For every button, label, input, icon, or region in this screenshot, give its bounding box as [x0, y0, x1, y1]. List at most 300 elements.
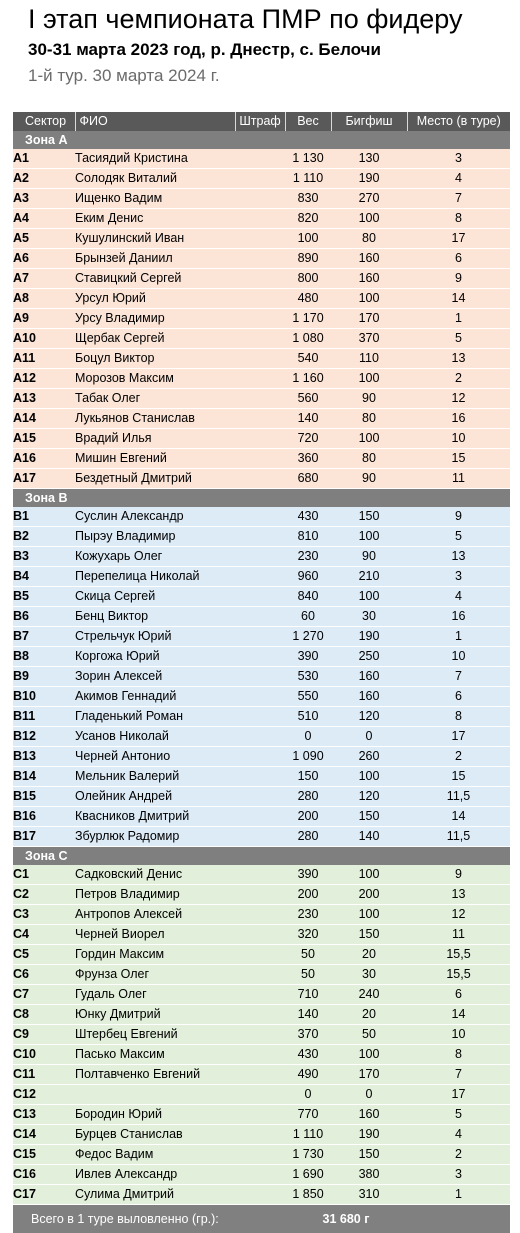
weight-cell: 370 [285, 1025, 331, 1045]
table-row [13, 905, 510, 925]
penalty-cell [235, 1065, 285, 1085]
penalty-cell [235, 449, 285, 469]
place-cell: 12 [407, 389, 510, 409]
table-row [13, 1105, 510, 1125]
penalty-cell [235, 169, 285, 189]
bigfish-cell: 130 [331, 149, 407, 169]
penalty-cell [235, 409, 285, 429]
weight-cell: 100 [285, 229, 331, 249]
weight-cell: 550 [285, 687, 331, 707]
table-header-row [13, 112, 510, 131]
fio-cell: Пырэу Владимир [75, 527, 235, 547]
fio-cell: Садковский Денис [75, 865, 235, 885]
place-cell: 7 [407, 1065, 510, 1085]
zone-name: Зона В [13, 489, 510, 508]
table-row [13, 1005, 510, 1025]
place-cell: 13 [407, 547, 510, 567]
sector-cell: C17 [13, 1185, 75, 1205]
bigfish-cell: 250 [331, 647, 407, 667]
penalty-cell [235, 507, 285, 527]
weight-cell: 680 [285, 469, 331, 489]
penalty-cell [235, 249, 285, 269]
place-cell: 14 [407, 1005, 510, 1025]
total-value: 31 680 г [285, 1205, 407, 1233]
sector-cell: B15 [13, 787, 75, 807]
sector-cell: A12 [13, 369, 75, 389]
sector-cell: C6 [13, 965, 75, 985]
fio-cell: Табак Олег [75, 389, 235, 409]
penalty-cell [235, 905, 285, 925]
bigfish-cell: 90 [331, 389, 407, 409]
penalty-cell [235, 827, 285, 847]
bigfish-cell: 100 [331, 767, 407, 787]
sector-cell: A1 [13, 149, 75, 169]
place-cell: 16 [407, 409, 510, 429]
weight-cell: 1 110 [285, 1125, 331, 1145]
penalty-cell [235, 807, 285, 827]
fio-cell: Усанов Николай [75, 727, 235, 747]
bigfish-cell: 80 [331, 409, 407, 429]
sector-cell: C10 [13, 1045, 75, 1065]
fio-cell: Мишин Евгений [75, 449, 235, 469]
zone-header-row [13, 847, 510, 866]
table-body [13, 131, 510, 1205]
penalty-cell [235, 865, 285, 885]
place-cell: 14 [407, 807, 510, 827]
place-cell: 7 [407, 189, 510, 209]
penalty-cell [235, 1005, 285, 1025]
sector-cell: A7 [13, 269, 75, 289]
place-cell: 11,5 [407, 827, 510, 847]
fio-cell: Скица Сергей [75, 587, 235, 607]
table-row [13, 429, 510, 449]
place-cell: 9 [407, 269, 510, 289]
bigfish-cell: 240 [331, 985, 407, 1005]
bigfish-cell: 30 [331, 965, 407, 985]
penalty-cell [235, 329, 285, 349]
bigfish-cell: 100 [331, 369, 407, 389]
table-row [13, 1185, 510, 1205]
penalty-cell [235, 429, 285, 449]
sector-cell: B17 [13, 827, 75, 847]
table-row [13, 747, 510, 767]
fio-cell: Антропов Алексей [75, 905, 235, 925]
place-cell: 3 [407, 567, 510, 587]
bigfish-cell: 150 [331, 807, 407, 827]
fio-cell: Перепелица Николай [75, 567, 235, 587]
table-row [13, 1125, 510, 1145]
weight-cell: 50 [285, 945, 331, 965]
place-cell: 2 [407, 1145, 510, 1165]
total-label: Всего в 1 туре выловленно (гр.): [13, 1205, 285, 1233]
weight-cell: 390 [285, 647, 331, 667]
fio-cell: Урсул Юрий [75, 289, 235, 309]
penalty-cell [235, 945, 285, 965]
fio-cell: Гудаль Олег [75, 985, 235, 1005]
place-cell: 4 [407, 1125, 510, 1145]
bigfish-cell: 100 [331, 429, 407, 449]
penalty-cell [235, 309, 285, 329]
page-title: I этап чемпионата ПМР по фидеру [28, 2, 520, 36]
bigfish-cell: 100 [331, 865, 407, 885]
penalty-cell [235, 389, 285, 409]
sector-cell: B7 [13, 627, 75, 647]
place-cell: 6 [407, 985, 510, 1005]
weight-cell: 430 [285, 507, 331, 527]
table-row [13, 965, 510, 985]
place-cell: 16 [407, 607, 510, 627]
fio-cell: Юнку Дмитрий [75, 1005, 235, 1025]
table-row [13, 1165, 510, 1185]
fio-cell: Кожухарь Олег [75, 547, 235, 567]
fio-cell: Ставицкий Сергей [75, 269, 235, 289]
place-cell: 1 [407, 309, 510, 329]
bigfish-cell: 100 [331, 905, 407, 925]
place-cell: 10 [407, 1025, 510, 1045]
penalty-cell [235, 269, 285, 289]
bigfish-cell: 120 [331, 707, 407, 727]
sector-cell: B11 [13, 707, 75, 727]
weight-cell: 840 [285, 587, 331, 607]
fio-cell: Олейник Андрей [75, 787, 235, 807]
penalty-cell [235, 469, 285, 489]
bigfish-cell: 120 [331, 787, 407, 807]
fio-cell: Лукьянов Станислав [75, 409, 235, 429]
penalty-cell [235, 1165, 285, 1185]
bigfish-cell: 150 [331, 507, 407, 527]
table-row [13, 587, 510, 607]
penalty-cell [235, 985, 285, 1005]
table-row [13, 1145, 510, 1165]
weight-cell: 200 [285, 807, 331, 827]
table-row [13, 1085, 510, 1105]
weight-cell: 200 [285, 885, 331, 905]
table-row [13, 727, 510, 747]
column-header-place: Место (в туре) [407, 112, 510, 131]
table-row [13, 149, 510, 169]
table-row [13, 269, 510, 289]
fio-cell: Бурцев Станислав [75, 1125, 235, 1145]
bigfish-cell: 380 [331, 1165, 407, 1185]
place-cell: 12 [407, 905, 510, 925]
penalty-cell [235, 647, 285, 667]
penalty-cell [235, 747, 285, 767]
penalty-cell [235, 627, 285, 647]
fio-cell: Зорин Алексей [75, 667, 235, 687]
sector-cell: B2 [13, 527, 75, 547]
penalty-cell [235, 1025, 285, 1045]
fio-cell: Боцул Виктор [75, 349, 235, 369]
sector-cell: C12 [13, 1085, 75, 1105]
penalty-cell [235, 527, 285, 547]
weight-cell: 1 130 [285, 149, 331, 169]
weight-cell: 0 [285, 1085, 331, 1105]
weight-cell: 1 080 [285, 329, 331, 349]
penalty-cell [235, 209, 285, 229]
bigfish-cell: 370 [331, 329, 407, 349]
place-cell: 15 [407, 449, 510, 469]
place-cell: 11,5 [407, 787, 510, 807]
weight-cell: 140 [285, 1005, 331, 1025]
weight-cell: 1 110 [285, 169, 331, 189]
bigfish-cell: 170 [331, 1065, 407, 1085]
table-row [13, 189, 510, 209]
bigfish-cell: 80 [331, 449, 407, 469]
fio-cell: Мельник Валерий [75, 767, 235, 787]
page-header [0, 0, 520, 88]
bigfish-cell: 160 [331, 269, 407, 289]
place-cell: 17 [407, 229, 510, 249]
fio-cell: Тасиядий Кристина [75, 149, 235, 169]
place-cell: 5 [407, 329, 510, 349]
column-header-weight: Вес [285, 112, 331, 131]
weight-cell: 800 [285, 269, 331, 289]
table-row [13, 687, 510, 707]
place-cell: 11 [407, 925, 510, 945]
results-table [13, 112, 510, 1233]
table-row [13, 469, 510, 489]
zone-header-row [13, 489, 510, 508]
table-row [13, 527, 510, 547]
round-date: 1-й тур. 30 марта 2024 г. [28, 64, 520, 88]
bigfish-cell: 0 [331, 727, 407, 747]
fio-cell: Акимов Геннадий [75, 687, 235, 707]
table-row [13, 309, 510, 329]
penalty-cell [235, 229, 285, 249]
table-row [13, 885, 510, 905]
sector-cell: B3 [13, 547, 75, 567]
sector-cell: B13 [13, 747, 75, 767]
weight-cell: 540 [285, 349, 331, 369]
fio-cell: Гордин Максим [75, 945, 235, 965]
table-row [13, 567, 510, 587]
weight-cell: 390 [285, 865, 331, 885]
weight-cell: 1 690 [285, 1165, 331, 1185]
sector-cell: C9 [13, 1025, 75, 1045]
penalty-cell [235, 1185, 285, 1205]
place-cell: 5 [407, 1105, 510, 1125]
fio-cell: Стрельчук Юрий [75, 627, 235, 647]
bigfish-cell: 310 [331, 1185, 407, 1205]
bigfish-cell: 20 [331, 945, 407, 965]
place-cell: 3 [407, 149, 510, 169]
weight-cell: 480 [285, 289, 331, 309]
table-row [13, 389, 510, 409]
fio-cell: Сулима Дмитрий [75, 1185, 235, 1205]
sector-cell: A15 [13, 429, 75, 449]
sector-cell: C15 [13, 1145, 75, 1165]
table-row [13, 329, 510, 349]
penalty-cell [235, 1145, 285, 1165]
penalty-cell [235, 727, 285, 747]
place-cell: 15,5 [407, 965, 510, 985]
bigfish-cell: 260 [331, 747, 407, 767]
weight-cell: 1 270 [285, 627, 331, 647]
sector-cell: C14 [13, 1125, 75, 1145]
place-cell: 15,5 [407, 945, 510, 965]
sector-cell: A9 [13, 309, 75, 329]
place-cell: 2 [407, 747, 510, 767]
place-cell: 14 [407, 289, 510, 309]
place-cell: 15 [407, 767, 510, 787]
penalty-cell [235, 607, 285, 627]
bigfish-cell: 150 [331, 1145, 407, 1165]
fio-cell: Пасько Максим [75, 1045, 235, 1065]
bigfish-cell: 160 [331, 249, 407, 269]
weight-cell: 50 [285, 965, 331, 985]
place-cell: 6 [407, 249, 510, 269]
fio-cell: Квасников Дмитрий [75, 807, 235, 827]
bigfish-cell: 160 [331, 687, 407, 707]
fio-cell: Урсу Владимир [75, 309, 235, 329]
fio-cell: Брынзей Даниил [75, 249, 235, 269]
place-cell: 4 [407, 587, 510, 607]
table-row [13, 1025, 510, 1045]
penalty-cell [235, 687, 285, 707]
place-cell: 13 [407, 349, 510, 369]
sector-cell: B6 [13, 607, 75, 627]
table-row [13, 409, 510, 429]
penalty-cell [235, 189, 285, 209]
weight-cell: 430 [285, 1045, 331, 1065]
column-header-bigfish: Бигфиш [331, 112, 407, 131]
bigfish-cell: 90 [331, 469, 407, 489]
weight-cell: 890 [285, 249, 331, 269]
place-cell: 13 [407, 885, 510, 905]
bigfish-cell: 90 [331, 547, 407, 567]
penalty-cell [235, 667, 285, 687]
sector-cell: A6 [13, 249, 75, 269]
weight-cell: 720 [285, 429, 331, 449]
sector-cell: C13 [13, 1105, 75, 1125]
place-cell: 8 [407, 707, 510, 727]
penalty-cell [235, 289, 285, 309]
place-cell: 8 [407, 209, 510, 229]
table-row [13, 925, 510, 945]
penalty-cell [235, 707, 285, 727]
column-header-fio: ФИО [75, 112, 235, 131]
sector-cell: C16 [13, 1165, 75, 1185]
fio-cell: Ивлев Александр [75, 1165, 235, 1185]
penalty-cell [235, 1085, 285, 1105]
penalty-cell [235, 547, 285, 567]
penalty-cell [235, 1105, 285, 1125]
penalty-cell [235, 567, 285, 587]
total-spacer [407, 1205, 510, 1233]
bigfish-cell: 100 [331, 527, 407, 547]
weight-cell: 560 [285, 389, 331, 409]
weight-cell: 960 [285, 567, 331, 587]
sector-cell: C4 [13, 925, 75, 945]
sector-cell: A17 [13, 469, 75, 489]
fio-cell: Фрунза Олег [75, 965, 235, 985]
sector-cell: C8 [13, 1005, 75, 1025]
place-cell: 5 [407, 527, 510, 547]
weight-cell: 490 [285, 1065, 331, 1085]
weight-cell: 150 [285, 767, 331, 787]
bigfish-cell: 200 [331, 885, 407, 905]
table-row [13, 945, 510, 965]
bigfish-cell: 140 [331, 827, 407, 847]
sector-cell: B8 [13, 647, 75, 667]
table-row [13, 807, 510, 827]
table-row [13, 169, 510, 189]
column-header-penalty: Штраф [235, 112, 285, 131]
table-row [13, 607, 510, 627]
sector-cell: A13 [13, 389, 75, 409]
bigfish-cell: 210 [331, 567, 407, 587]
fio-cell: Бородин Юрий [75, 1105, 235, 1125]
weight-cell: 230 [285, 905, 331, 925]
place-cell: 7 [407, 667, 510, 687]
bigfish-cell: 50 [331, 1025, 407, 1045]
place-cell: 11 [407, 469, 510, 489]
bigfish-cell: 100 [331, 1045, 407, 1065]
bigfish-cell: 160 [331, 667, 407, 687]
bigfish-cell: 160 [331, 1105, 407, 1125]
place-cell: 10 [407, 647, 510, 667]
weight-cell: 360 [285, 449, 331, 469]
table-row [13, 647, 510, 667]
penalty-cell [235, 587, 285, 607]
total-row [13, 1205, 510, 1233]
sector-cell: A14 [13, 409, 75, 429]
fio-cell: Федос Вадим [75, 1145, 235, 1165]
bigfish-cell: 100 [331, 209, 407, 229]
place-cell: 4 [407, 169, 510, 189]
sector-cell: C2 [13, 885, 75, 905]
table-row [13, 827, 510, 847]
bigfish-cell: 190 [331, 1125, 407, 1145]
sector-cell: A10 [13, 329, 75, 349]
table-row [13, 667, 510, 687]
bigfish-cell: 30 [331, 607, 407, 627]
fio-cell: Врадий Илья [75, 429, 235, 449]
zone-name: Зона А [13, 131, 510, 149]
fio-cell: Кушулинский Иван [75, 229, 235, 249]
table-row [13, 767, 510, 787]
penalty-cell [235, 767, 285, 787]
place-cell: 9 [407, 507, 510, 527]
penalty-cell [235, 1125, 285, 1145]
penalty-cell [235, 369, 285, 389]
sector-cell: A2 [13, 169, 75, 189]
weight-cell: 140 [285, 409, 331, 429]
table-row [13, 349, 510, 369]
table-row [13, 985, 510, 1005]
table-row [13, 449, 510, 469]
event-date-location: 30-31 марта 2023 год, р. Днестр, с. Белочи [28, 38, 520, 62]
sector-cell: A3 [13, 189, 75, 209]
weight-cell: 60 [285, 607, 331, 627]
table-row [13, 707, 510, 727]
table-row [13, 547, 510, 567]
place-cell: 9 [407, 865, 510, 885]
sector-cell: C7 [13, 985, 75, 1005]
bigfish-cell: 0 [331, 1085, 407, 1105]
fio-cell: Черней Антонио [75, 747, 235, 767]
weight-cell: 280 [285, 787, 331, 807]
weight-cell: 230 [285, 547, 331, 567]
table-row [13, 507, 510, 527]
place-cell: 2 [407, 369, 510, 389]
table-row [13, 209, 510, 229]
fio-cell: Збурлюк Радомир [75, 827, 235, 847]
sector-cell: C1 [13, 865, 75, 885]
penalty-cell [235, 965, 285, 985]
penalty-cell [235, 787, 285, 807]
weight-cell: 1 090 [285, 747, 331, 767]
